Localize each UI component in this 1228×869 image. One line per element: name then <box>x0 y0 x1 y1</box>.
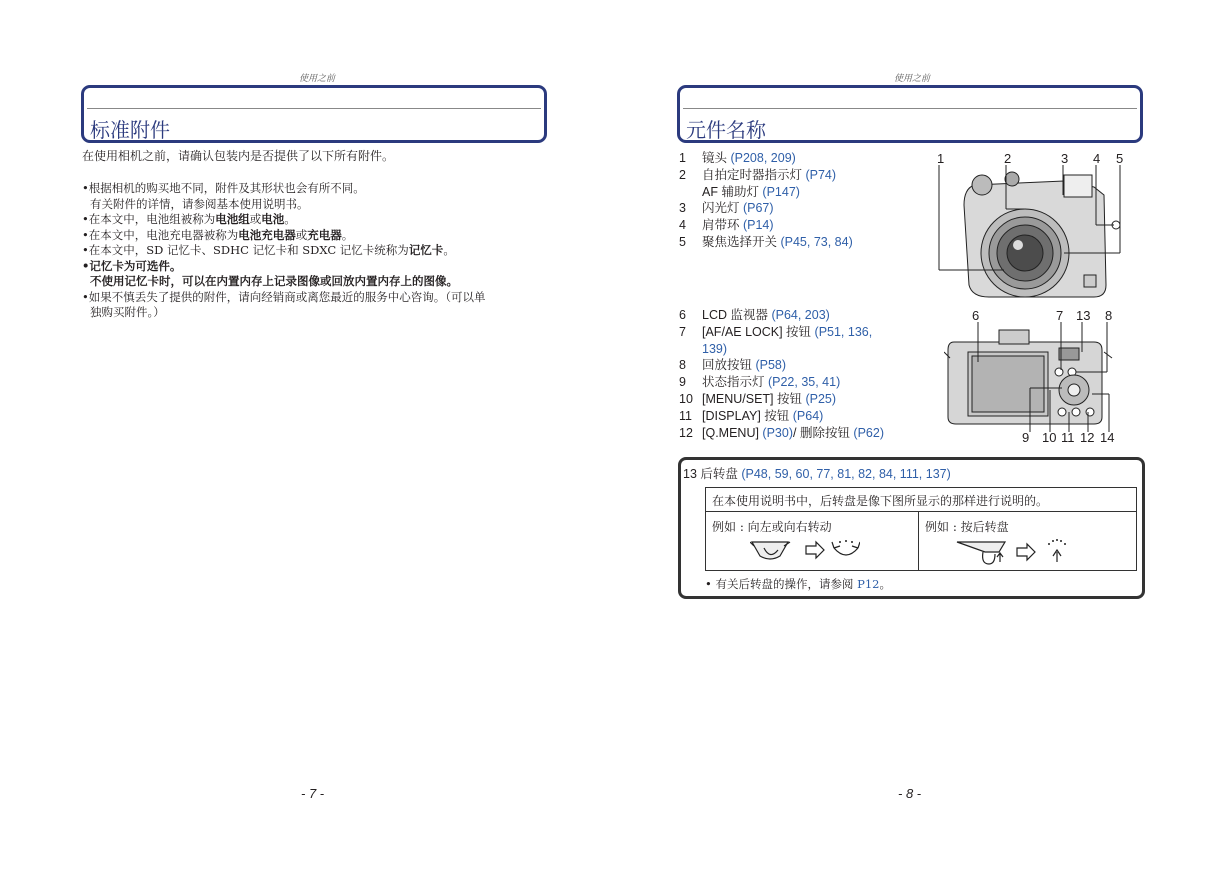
page-ref-link[interactable]: P12 <box>857 577 880 591</box>
page-ref-link[interactable]: (P22, 35, 41) <box>767 375 841 390</box>
turn-example-cell <box>706 512 919 570</box>
callout-6: 6 <box>972 308 980 323</box>
note-4: •在本文中，SD 记忆卡、SDHC 记忆卡和 SDXC 记忆卡统称为记忆卡。 <box>82 243 455 257</box>
title-rule <box>87 108 541 109</box>
running-head: 使用之前 <box>894 74 931 84</box>
rear-dial-table-header: 在本使用说明书中，后转盘是像下图所显示的那样进行说明的。 <box>706 488 1136 512</box>
dial-turn-icon <box>750 538 860 564</box>
part-item: AF 辅助灯 (P147) <box>702 184 800 199</box>
page-number: - 8 - <box>898 786 922 801</box>
part-item: 4 肩带环 (P14) <box>679 218 774 233</box>
running-head: 使用之前 <box>299 74 336 84</box>
callout-5: 5 <box>1116 151 1124 166</box>
accessory-notes <box>82 181 552 321</box>
note-6: •如果不慎丢失了提供的附件，请向经销商或离您最近的服务中心咨询。（可以单 <box>82 289 486 304</box>
callout-3: 3 <box>1061 151 1069 166</box>
part-item: 3 闪光灯 (P67) <box>679 201 774 216</box>
press-example-cell <box>919 512 1134 570</box>
callout-13: 13 <box>1076 308 1091 323</box>
intro-text: 在使用相机之前，请确认包装内是否提供了以下所有附件。 <box>82 149 395 163</box>
note-1: •根据相机的购买地不同，附件及其形状也会有所不同。 <box>82 181 365 195</box>
page-ref-link[interactable]: (P45, 73, 84) <box>780 234 853 249</box>
part-item: 7 [AF/AE LOCK] 按钮 (P51, 136, <box>679 324 873 339</box>
page-ref-link[interactable]: 139) <box>702 341 728 356</box>
part-item: 2 自拍定时器指示灯 (P74) <box>679 167 837 182</box>
rear-dial-note: • 有关后转盘的操作，请参阅 P12。 <box>705 577 891 591</box>
camera-back-illustration <box>944 322 1114 432</box>
page-ref-link[interactable]: (P30) <box>762 425 793 440</box>
rear-dial-box <box>678 457 1145 599</box>
note-5: •记忆卡为可选件。 <box>82 258 182 273</box>
press-example-label: 例如 : 按后转盘 <box>925 520 1009 534</box>
parts-list-back <box>679 307 924 441</box>
page-ref-link[interactable]: (P67) <box>742 201 774 216</box>
page-ref-link[interactable]: (P62) <box>853 425 884 440</box>
page-ref-link[interactable]: (P64, 203) <box>771 308 830 322</box>
title-frame <box>81 85 547 143</box>
note-2: •在本文中，电池组被称为电池组或电池。 <box>82 212 296 226</box>
callout-9: 9 <box>1022 430 1030 445</box>
note-6-cont: 独购买附件。） <box>90 305 165 319</box>
page-ref-link[interactable]: (P208, 209) <box>730 151 796 165</box>
callout-14: 14 <box>1100 430 1115 445</box>
callout-4: 4 <box>1093 151 1101 166</box>
note-5-cont: 不使用记忆卡时，可以在内置内存上记录图像或回放内置内存上的图像。 <box>90 274 458 288</box>
page-ref-link[interactable]: (P64) <box>792 408 824 423</box>
note-3: •在本文中，电池充电器被称为电池充电器或充电器。 <box>82 227 354 242</box>
part-item: 11 [DISPLAY] 按钮 (P64) <box>679 408 824 423</box>
page-ref-link[interactable]: (P74) <box>805 167 837 182</box>
page-ref-link[interactable]: (P14) <box>742 218 774 233</box>
callout-12: 12 <box>1080 430 1095 445</box>
part-item: 5 聚焦选择开关 (P45, 73, 84) <box>679 234 853 249</box>
callout-10: 10 <box>1042 430 1057 445</box>
turn-example-label: 例如 : 向左或向右转动 <box>712 520 832 534</box>
page-ref-link[interactable]: (P58) <box>755 358 787 373</box>
page-title: 标准附件 <box>90 118 170 142</box>
part-item: 10 [MENU/SET] 按钮 (P25) <box>679 391 837 406</box>
callout-11: 11 <box>1061 430 1075 445</box>
callout-7: 7 <box>1056 308 1064 323</box>
callout-2: 2 <box>1004 151 1012 166</box>
right-page <box>614 0 1228 869</box>
title-rule <box>683 108 1137 109</box>
title-frame <box>677 85 1143 143</box>
part-item: 8 回放按钮 (P58) <box>679 358 787 373</box>
page-ref-link[interactable]: (P48, 59, 60, 77, 81, 82, 84, 111, 137) <box>741 467 951 481</box>
part-item: 12 [Q.MENU] (P30)/ 删除按钮 (P62) <box>679 425 884 440</box>
callout-1: 1 <box>937 151 945 166</box>
page-ref-link[interactable]: (P25) <box>805 391 837 406</box>
part-item: 6 LCD 监视器 (P64, 203) <box>679 308 830 322</box>
page-title: 元件名称 <box>686 118 766 142</box>
callout-8: 8 <box>1105 308 1113 323</box>
page-number: - 7 - <box>301 786 325 801</box>
part-item: 9 状态指示灯 (P22, 35, 41) <box>679 375 841 390</box>
rear-dial-table <box>705 487 1137 571</box>
part-item <box>679 341 924 358</box>
part-item: 1 镜头 (P208, 209) <box>679 151 796 165</box>
camera-front-illustration <box>934 165 1134 300</box>
note-1-cont: 有关附件的详情，请参阅基本使用说明书。 <box>90 196 309 211</box>
parts-list-front <box>679 150 949 251</box>
rear-dial-title: 13 后转盘 (P48, 59, 60, 77, 81, 82, 84, 111, 137) <box>683 467 951 481</box>
page-ref-link[interactable]: (P147) <box>762 184 800 199</box>
page-ref-link[interactable]: (P51, 136, <box>814 324 873 339</box>
dial-press-icon <box>955 538 1075 566</box>
